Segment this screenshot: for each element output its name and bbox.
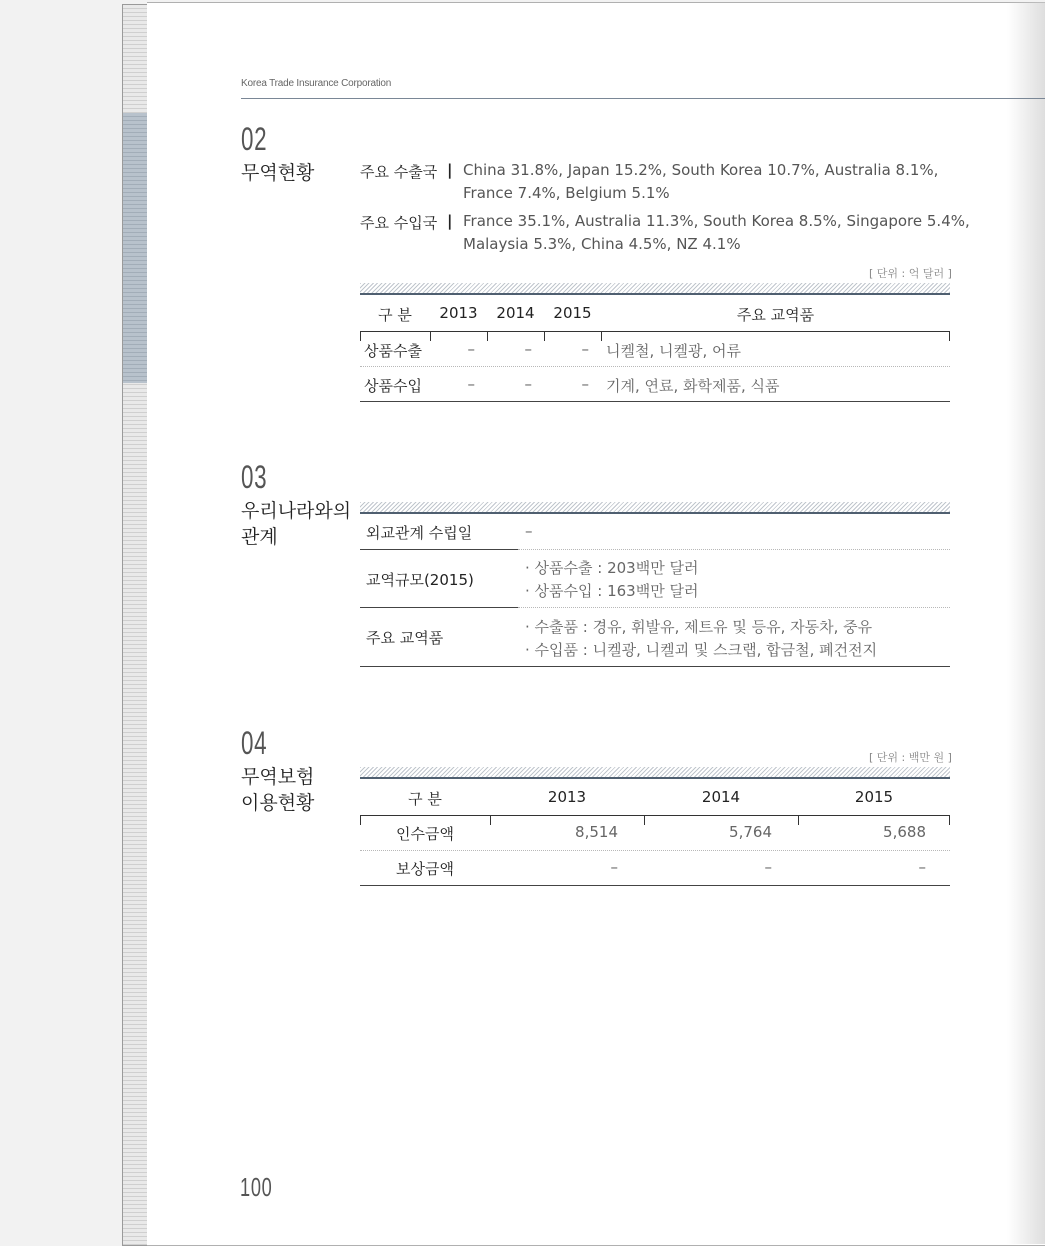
- section-title-insurance-1: 무역보험: [241, 766, 315, 788]
- unit-label: [ 단위 : 억 달러 ]: [869, 267, 952, 280]
- relations-row-value: · 수입품 : 니켈광, 니켈괴 및 스크랩, 합금철, 폐건전지: [525, 641, 878, 659]
- column-tick: [360, 331, 361, 341]
- section-number-04: 04: [241, 725, 268, 761]
- table-header-2015: 2015: [553, 304, 592, 322]
- table-top-band: [360, 502, 950, 514]
- cell-items: 니켈철, 니켈광, 어류: [606, 342, 741, 360]
- row-label-compensation: 보상금액: [396, 860, 454, 878]
- column-tick: [601, 331, 602, 341]
- export-label: 주요 수출국: [360, 163, 438, 181]
- page-number: 100: [240, 1172, 273, 1202]
- unit-label: [ 단위 : 백만 원 ]: [869, 751, 952, 764]
- row-divider: [518, 549, 950, 550]
- table-header-category: 구 분: [378, 306, 412, 324]
- cell-value: –: [610, 858, 618, 876]
- cell-value: 5,764: [729, 823, 772, 841]
- table-header-items: 주요 교역품: [736, 306, 815, 324]
- cell-value: –: [764, 858, 772, 876]
- cell-value: –: [467, 340, 475, 358]
- cell-value: 5,688: [883, 823, 926, 841]
- relations-row-label: 교역규모(2015): [366, 571, 474, 589]
- cell-value: –: [581, 340, 589, 358]
- cell-value: –: [467, 375, 475, 393]
- column-tick: [949, 815, 950, 825]
- table-header-category: 구 분: [408, 790, 442, 808]
- cell-value: –: [918, 858, 926, 876]
- label-column-rule: [360, 607, 518, 608]
- row-divider: [360, 366, 950, 367]
- label-divider: |: [447, 212, 453, 230]
- section-number-03: 03: [241, 459, 268, 495]
- row-divider: [360, 850, 950, 851]
- export-countries-line1: China 31.8%, Japan 15.2%, South Korea 10.7%, Australia 8.1%,: [463, 161, 939, 179]
- relations-row-value: · 상품수출 : 203백만 달러: [525, 559, 699, 577]
- label-column-rule: [360, 549, 518, 550]
- table-header-2013: 2013: [439, 304, 478, 322]
- section-title-trade-status: 무역현황: [241, 162, 315, 184]
- column-tick: [949, 331, 950, 341]
- table-bottom-rule: [360, 885, 950, 886]
- book-page-edge: [122, 4, 149, 1246]
- table-bottom-rule: [360, 666, 950, 667]
- table-header-2013: 2013: [547, 788, 587, 806]
- import-countries-line2: Malaysia 5.3%, China 4.5%, NZ 4.1%: [463, 235, 741, 253]
- header-rule: [241, 98, 1045, 99]
- export-countries-line2: France 7.4%, Belgium 5.1%: [463, 184, 670, 202]
- relations-row-label: 외교관계 수립일: [366, 524, 473, 542]
- section-title-insurance-2: 이용현황: [241, 792, 315, 814]
- row-label-underwriting: 인수금액: [396, 825, 454, 843]
- table-header-2015: 2015: [854, 788, 894, 806]
- page-edge-band: [123, 113, 149, 383]
- table-header-rule: [360, 331, 950, 332]
- section-number-02: 02: [241, 121, 268, 157]
- table-bottom-rule: [360, 401, 950, 402]
- relations-row-value: · 수출품 : 경유, 휘발유, 제트유 및 등유, 자동차, 중유: [525, 618, 873, 636]
- row-label-export: 상품수출: [364, 342, 422, 360]
- table-top-band: [360, 767, 950, 779]
- section-title-relations-1: 우리나라와의: [241, 500, 352, 522]
- import-countries-line1: France 35.1%, Australia 11.3%, South Korea 8.5%, Singapore 5.4%,: [463, 212, 970, 230]
- cell-value: 8,514: [575, 823, 618, 841]
- table-top-band: [360, 283, 950, 295]
- running-header: Korea Trade Insurance Corporation: [241, 78, 392, 89]
- relations-row-label: 주요 교역품: [366, 629, 444, 647]
- relations-row-value: –: [525, 522, 533, 540]
- cell-value: –: [524, 340, 532, 358]
- table-header-2014: 2014: [496, 304, 535, 322]
- label-divider: |: [447, 161, 453, 179]
- table-header-rule: [360, 815, 950, 816]
- relations-row-value: · 상품수입 : 163백만 달러: [525, 582, 699, 600]
- table-header-2014: 2014: [701, 788, 741, 806]
- section-title-relations-2: 관계: [241, 526, 278, 548]
- cell-items: 기계, 연료, 화학제품, 식품: [606, 377, 780, 395]
- row-label-import: 상품수입: [364, 377, 422, 395]
- import-label: 주요 수입국: [360, 214, 438, 232]
- row-divider: [518, 607, 950, 608]
- cell-value: –: [581, 375, 589, 393]
- cell-value: –: [524, 375, 532, 393]
- page-fold-shadow: [1007, 2, 1045, 1244]
